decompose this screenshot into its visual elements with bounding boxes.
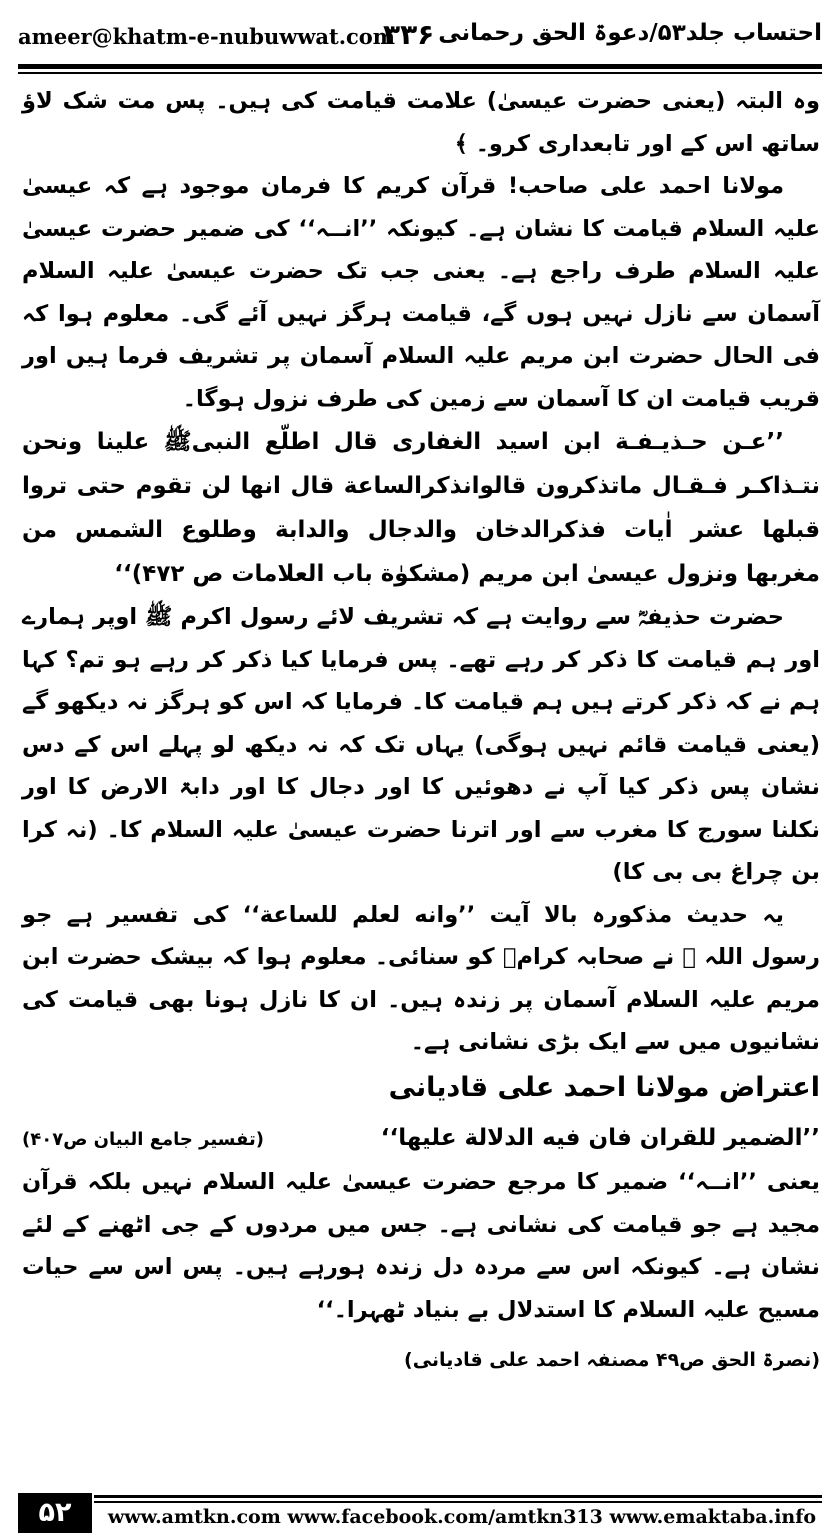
paragraph-1: وہ البتہ (یعنی حضرت عیسیٰ) علامت قیامت کی ہیں۔ پس مت شک لاؤ ساتھ اس کے اور تابعداری کرو۔ ﴾ bbox=[22, 88, 820, 157]
arabic-quote: ’’الضمير للقران فان فيه الدلالة عليها‘‘ bbox=[380, 1124, 820, 1151]
quote-line bbox=[22, 1116, 820, 1162]
footer-page-number: ۵۲ bbox=[18, 1493, 92, 1533]
paragraph-5: یعنی ’’انــہ‘‘ ضمیر کا مرجع حضرت عیسیٰ علیہ السلام نہیں بلکہ قرآن مجید ہے جو قیامت کی نشانی ہے۔ جس میں مردوں کے جی اٹھنے کے لئے نشان ہے۔ کیونکہ اس سے مردہ دل زندہ ہورہے ہیں۔ پس اس سے حیات مسیح علیہ السلام کا استدلال بے بنیاد ٹھہرا۔‘‘ bbox=[22, 1169, 820, 1323]
paragraph-4: یہ حدیث مذکورہ بالا آیت ’’وانه لعلم للساعة‘‘ کی تفسیر ہے جو رسول اللہ ﷺ نے صحابہ کرامؓ کو سنائی۔ معلوم ہوا کہ بیشک حضرت ابن مریم علیہ السلام آسمان پر زندہ ہیں۔ ان کا نازل ہونا بھی قیامت کی نشانیوں میں سے ایک بڑی نشانی ہے۔ bbox=[22, 901, 820, 1055]
paragraph-2: مولانا احمد علی صاحب! قرآن کریم کا فرمان موجود ہے کہ عیسیٰ علیہ السلام قیامت کا نشان ہے۔ کیونکہ ’’انــہ‘‘ کی ضمیر حضرت عیسیٰ علیہ السلام طرف راجع ہے۔ یعنی جب تک حضرت عیسیٰ علیہ السلام آسمان سے نازل نہیں ہوں گے، قیامت ہرگز نہیں آئے گی۔ معلوم ہوا کہ فی الحال حضرت ابن مریم علیہ السلام آسمان پر تشریف فرما ہیں اور قریب قیامت ان کا آسمان سے زمین کی طرف نزول ہوگا۔ bbox=[22, 173, 820, 412]
footer-urls: www.amtkn.com www.facebook.com/amtkn313 www.emaktaba.info bbox=[107, 1506, 817, 1528]
header-rule-thin bbox=[18, 72, 822, 74]
footer-rule-thick bbox=[94, 1495, 822, 1498]
header-rule-thick bbox=[18, 64, 822, 69]
page-body bbox=[22, 80, 820, 1382]
section-heading: اعتراض مولانا احمد علی قادیانی bbox=[388, 1071, 820, 1103]
header-journal-title: احتساب جلد۵۳/دعوۃ الحق رحمانی bbox=[438, 20, 822, 46]
page-footer bbox=[18, 1493, 822, 1533]
quote-reference: (تفسیر جامع البیان ص۴۰۷) bbox=[22, 1128, 264, 1150]
footer-rule-thin bbox=[94, 1501, 822, 1503]
header-page-number: ۳۳۶ bbox=[383, 18, 435, 51]
header-email: ameer@khatm-e-nubuwwat.com bbox=[18, 24, 396, 49]
bottom-reference: (نصرۃ الحق ص۴۹ مصنفہ احمد علی قادیانی) bbox=[404, 1349, 820, 1371]
page-header bbox=[18, 18, 822, 62]
hadith-arabic: ’’عـن حـذيـفـة ابن اسيد الغفاری قال اطلّع النبیﷺ علينا ونحن نتـذاكـر فـقـال ماتذكرون قالوانذكرالساعة قال انها لن تقوم حتی تروا قبلها عشر اٰيات فذكرالدخان والدجال والدابة وطلوع الشمس من مغربها ونزول عيسیٰ ابن مريم (مشكوٰة باب العلامات ص ۴۷۲)‘‘ bbox=[22, 429, 820, 587]
paragraph-3: حضرت حذیفہؓ سے روایت ہے کہ تشریف لائے رسول اکرم ﷺ اوپر ہمارے اور ہم قیامت کا ذکر کر رہے تھے۔ پس فرمایا کیا ذکر کر رہے ہو تم؟ کہا ہم نے کہ ذکر کرتے ہیں ہم قیامت کا۔ فرمایا کہ اس کو ہرگز نہ دیکھو گے (یعنی قیامت قائم نہیں ہوگی) یہاں تک کہ نہ دیکھ لو پہلے اس کے دس نشان پس ذکر کیا آپ نے دھوئیں کا اور دجال کا اور دابۃ الارض کا اور نکلنا سورج کا مغرب سے اور اترنا حضرت عیسیٰ علیہ السلام کا۔ (نہ کرا بن چراغ بی بی کا) bbox=[22, 604, 820, 885]
